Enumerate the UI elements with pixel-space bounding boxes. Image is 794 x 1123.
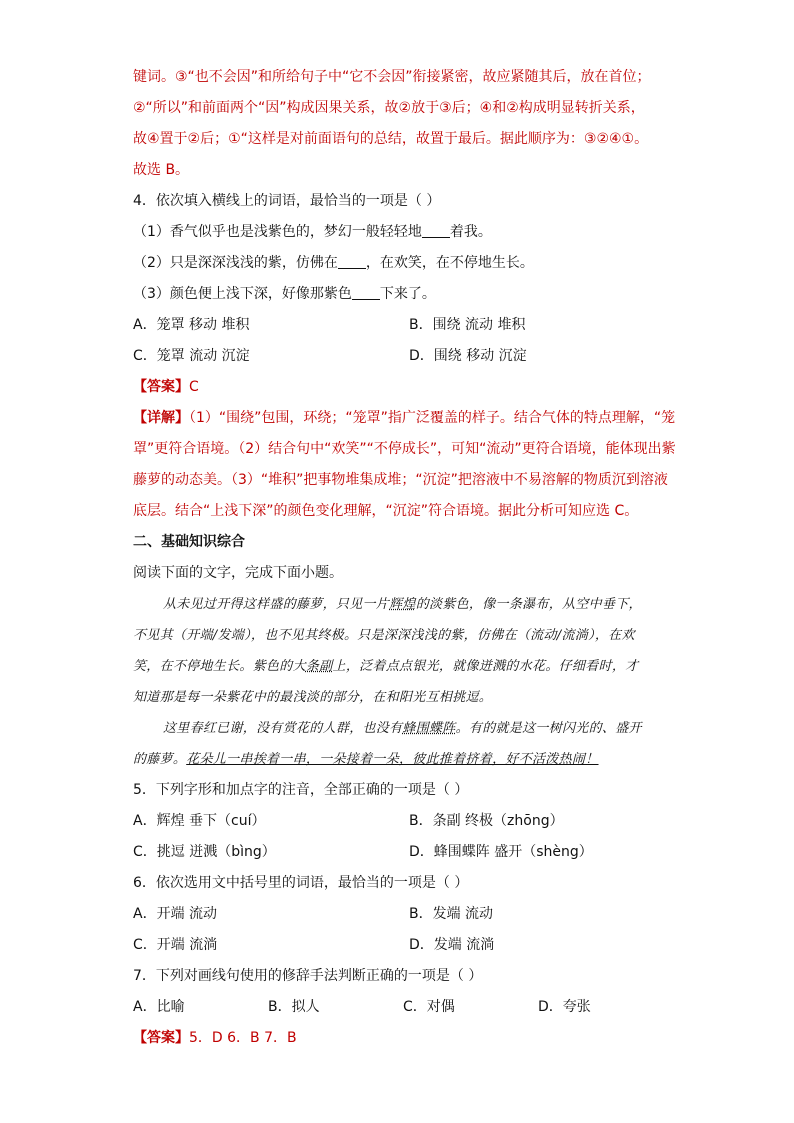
q5-stem: 5．下列字形和加点字的注音，全部正确的一项是（ ）	[133, 782, 469, 798]
q7-option-d: D．夸张	[538, 999, 591, 1015]
q4-option-c: C．笼罩 流动 沉淀	[133, 348, 250, 364]
q5-option-d: D．蜂围蝶阵 盛开（shèng）	[409, 844, 593, 860]
q4-options-row-1	[133, 310, 673, 341]
q4-detail-line-4: 底层。结合“上浅下深”的颜色变化理解，“沉淀”符合语境。据此分析可知应选 C。	[133, 503, 639, 519]
q4-blank-2	[338, 254, 366, 269]
prev-answer-line-3: 故④置于②后；①“这样是对前面语句的总结，故置于最后。据此顺序为：③②④①。	[133, 131, 649, 147]
passage-word-tiaofu: 条副	[305, 659, 333, 674]
q4-blank-1	[422, 223, 450, 238]
prev-answer-line-4: 故选 B。	[133, 162, 190, 178]
q4-answer-label: 【答案】	[133, 379, 189, 395]
passage-p1l1-c: 的淡紫色，像一条瀑布，从空中垂下，	[415, 597, 642, 612]
q4-answer-value: C	[189, 379, 199, 395]
q5-option-c: C．挑逗 迸溅（bìng）	[133, 844, 276, 860]
passage-p2-line-1	[133, 713, 673, 744]
q4-answer	[133, 372, 673, 403]
q4-s3-text-a: （3）颜色便上浅下深，好像那紫色	[133, 286, 352, 302]
q4-sentence-3	[133, 279, 673, 310]
q4-s1-text-a: （1）香气似乎也是浅紫色的，梦幻一般轻轻地	[133, 224, 422, 240]
passage-p1-line-4: 知道那是每一朵紫花中的最浅淡的部分，在和阳光互相挑逗。	[133, 690, 493, 705]
q4-s3-text-b: 下来了。	[379, 286, 436, 302]
q4-stem: 4．依次填入横线上的词语，最恰当的一项是（ ）	[133, 193, 441, 209]
passage-p1-line-1	[133, 589, 673, 620]
passage-underlined-sentence: 花朵儿一串挨着一串，一朵接着一朵，彼此推着挤着，好不活泼热闹！	[186, 752, 599, 767]
final-answer	[133, 1023, 673, 1054]
passage-word-fengweidiezhen: 蜂围蝶阵	[402, 721, 456, 736]
passage-word-huihuang: 辉煌	[389, 597, 416, 612]
passage-p1l3-c: 上，泛着点点银光，就像迸溅的水花。仔细看时，才	[332, 659, 639, 674]
q5-option-b: B．条副 终极（zhōng）	[409, 813, 564, 829]
q4-s2-text-a: （2）只是深深浅浅的紫，仿佛在	[133, 255, 338, 271]
q7-option-b: B．拟人	[268, 999, 320, 1015]
q4-option-a: A．笼罩 移动 堆积	[133, 317, 250, 333]
document-page	[133, 62, 676, 1054]
q6-stem: 6．依次选用文中括号里的词语，最恰当的一项是（ ）	[133, 875, 469, 891]
q4-detail-label: 【详解】	[133, 410, 189, 426]
q4-detail-line-1	[133, 403, 676, 434]
q4-blank-3	[352, 285, 380, 300]
q7-option-a: A．比喻	[133, 999, 185, 1015]
q7-option-c: C．对偶	[403, 999, 455, 1015]
q4-detail-text-1: （1）“围绕”包围，环绕；“笼罩”指广泛覆盖的样子。结合气体的特点理解，“笼	[189, 410, 676, 426]
q4-option-d: D．围绕 移动 沉淀	[409, 348, 527, 364]
section-2-title: 二、基础知识综合	[133, 534, 245, 550]
q6-option-b: B．发端 流动	[409, 906, 494, 922]
passage-p2l1-a: 这里春红已谢，没有赏花的人群，也没有	[163, 721, 403, 736]
prev-answer-line-1: 键词。③“也不会因”和所给句子中“它不会因”衔接紧密，故应紧随其后，放在首位；	[133, 69, 651, 85]
q4-detail-line-2: 罩”更符合语境。（2）结合句中“欢笑”“不停成长”，可知“流动”更符合语境，能体现出紫	[133, 441, 676, 457]
passage-p1-line-2: 不见其（开端/发端），也不见其终极。只是深深浅浅的紫，仿佛在（流动/流淌），在欢	[133, 628, 635, 643]
q7-options-row	[133, 992, 673, 1023]
q4-s1-text-b: 着我。	[449, 224, 492, 240]
prev-answer-line-2: ②“所以”和前面两个“因”构成因果关系，故②放于③后；④和②构成明显转折关系，	[133, 100, 645, 116]
q5-options-row-2	[133, 837, 673, 868]
q6-option-c: C．开端 流淌	[133, 937, 218, 953]
q4-s2-text-b: ，在欢笑，在不停地生长。	[365, 255, 534, 271]
section-2-intro: 阅读下面的文字，完成下面小题。	[133, 565, 343, 581]
q6-option-a: A．开端 流动	[133, 906, 218, 922]
passage-p2-line-2	[133, 744, 673, 775]
q6-option-d: D．发端 流淌	[409, 937, 495, 953]
q7-stem: 7．下列对画线句使用的修辞手法判断正确的一项是（ ）	[133, 968, 483, 984]
reading-passage	[133, 589, 673, 775]
q5-options-row-1	[133, 806, 673, 837]
q4-sentence-1	[133, 217, 673, 248]
final-answer-text: 5．D 6．B 7．B	[189, 1030, 297, 1046]
passage-p2l1-c: 。有的就是这一树闪光的、盛开	[455, 721, 642, 736]
passage-p1l3-a: 笑，在不停地生长。紫色的大	[133, 659, 306, 674]
q6-options-row-2	[133, 930, 673, 961]
final-answer-label: 【答案】	[133, 1030, 189, 1046]
q6-options-row-1	[133, 899, 673, 930]
q5-option-a: A．辉煌 垂下（cuí）	[133, 813, 266, 829]
passage-p2l2-a: 的藤萝。	[133, 752, 187, 767]
q4-option-b: B．围绕 流动 堆积	[409, 317, 526, 333]
passage-p1l1-a: 从未见过开得这样盛的藤萝，只见一片	[163, 597, 390, 612]
q4-detail-line-3: 藤萝的动态美。（3）“堆积”把事物堆集成堆；“沉淀”把溶液中不易溶解的物质沉到溶液	[133, 472, 668, 488]
passage-p1-line-3	[133, 651, 673, 682]
q4-sentence-2	[133, 248, 673, 279]
q4-options-row-2	[133, 341, 673, 372]
